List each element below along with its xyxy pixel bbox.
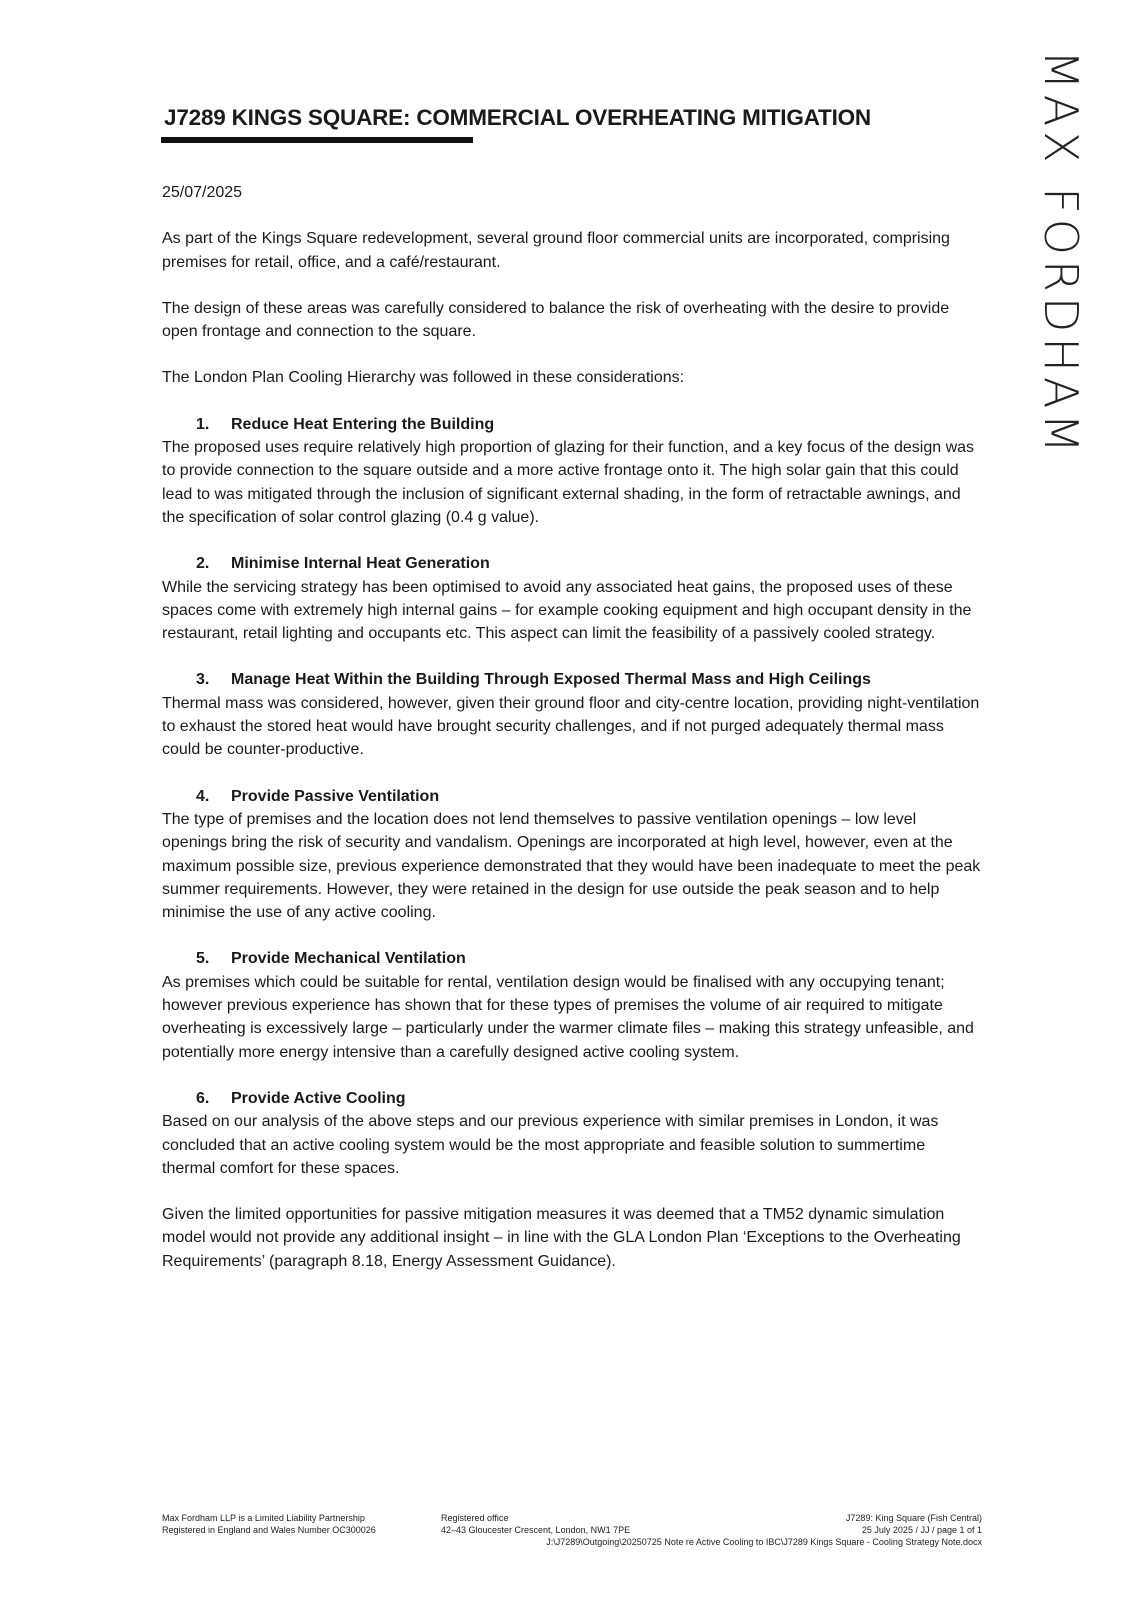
footer-line: 42–43 Gloucester Crescent, London, NW1 7PE [441, 1525, 631, 1535]
section-title: Provide Active Cooling [231, 1089, 406, 1107]
section-minimise-internal-heat [162, 552, 982, 645]
footer-company-info [162, 1512, 376, 1536]
section-heading [162, 413, 982, 436]
section-heading [162, 947, 982, 970]
intro-paragraph: The London Plan Cooling Hierarchy was followed in these considerations: [162, 369, 685, 387]
closing-paragraph: Given the limited opportunities for passive mitigation measures it was deemed that a TM52 dynamic simulation model would not provide any additional insight – in line with the GLA London Plan ‘Exceptions to the Overheating Requirements’ (paragraph 8.18, Energy Assessment Guidance). [162, 1206, 961, 1270]
section-title: Provide Mechanical Ventilation [231, 950, 466, 968]
section-title: Provide Passive Ventilation [231, 787, 440, 805]
intro-paragraph: The design of these areas was carefully considered to balance the risk of overheating with the desire to provide open frontage and connection to the square. [162, 299, 950, 341]
section-number: 5. [196, 950, 210, 968]
section-heading [162, 1087, 982, 1110]
footer-line: 25 July 2025 / JJ / page 1 of 1 [861, 1525, 982, 1535]
section-number: 4. [196, 787, 210, 805]
document-title: J7289 KINGS SQUARE: COMMERCIAL OVERHEATING MITIGATION [164, 105, 871, 130]
intro-paragraph: As part of the Kings Square redevelopment, several ground floor commercial units are incorporated, comprising premises for retail, office, and a café/restaurant. [162, 230, 950, 271]
document-body [162, 181, 982, 1296]
footer-line: Registered office [441, 1513, 509, 1523]
footer-line: Registered in England and Wales Number OC300026 [162, 1525, 376, 1535]
section-number: 3. [196, 671, 210, 689]
section-text: As premises which could be suitable for rental, ventilation design would be finalised with any occupying tenant; however previous experience has shown that for these types of premises the volume of air required to mitigate overheating is excessively large – particularly under the warmer climate files – making this strategy unfeasible, and potentially more energy intensive than a carefully designed active cooling system. [162, 973, 974, 1061]
section-heading [162, 552, 982, 575]
section-mechanical-ventilation [162, 947, 982, 1063]
logo-text: MAX FORDHAM [1034, 50, 1088, 459]
title-underline [161, 137, 473, 143]
section-text: While the servicing strategy has been optimised to avoid any associated heat gains, the proposed uses of these spaces come with extremely high internal gains – for example cooking equipment and high occupant density in the restaurant, retail lighting and occupants etc. This aspect can limit the feasibility of a passively cooled strategy. [162, 578, 972, 643]
max-fordham-logo [1032, 50, 1090, 520]
footer-line: Max Fordham LLP is a Limited Liability Partnership [162, 1513, 365, 1523]
section-title: Reduce Heat Entering the Building [231, 415, 495, 433]
footer-file-path: J:\J7289\Outgoing\20250725 Note re Active Cooling to IBC\J7289 Kings Square - Cooling Strategy Note.docx [546, 1537, 982, 1547]
section-number: 1. [196, 415, 210, 433]
section-heading [162, 668, 982, 691]
section-number: 6. [196, 1089, 210, 1107]
footer-document-reference [546, 1512, 982, 1548]
section-reduce-heat [162, 413, 982, 529]
section-number: 2. [196, 555, 210, 573]
section-active-cooling [162, 1087, 982, 1180]
document-date: 25/07/2025 [162, 184, 243, 201]
section-text: The proposed uses require relatively high proportion of glazing for their function, and a key focus of the design was to provide connection to the square outside and a more active frontage onto it. The high solar gain that this could lead to was mitigated through the inclusion of significant external shading, in the form of retractable awnings, and the specification of solar control glazing (0.4 g value). [162, 439, 975, 526]
section-text: Thermal mass was considered, however, given their ground floor and city-centre location, providing night-ventilation to exhaust the stored heat would have brought security challenges, and if not purged adequately thermal mass could be counter-productive. [162, 694, 980, 759]
footer-line: J7289: King Square (Fish Central) [845, 1513, 982, 1523]
section-thermal-mass [162, 668, 982, 761]
section-title: Minimise Internal Heat Generation [231, 555, 490, 573]
section-text: The type of premises and the location does not lend themselves to passive ventilation openings – low level openings bring the risk of security and vandalism. Openings are incorporated at high level, however, even at the maximum possible size, previous experience demonstrated that they would have been inadequate to meet the peak summer requirements. However, they were retained in the design for use outside the peak season and to help minimise the use of any active cooling. [162, 810, 981, 922]
section-text: Based on our analysis of the above steps and our previous experience with similar premises in London, it was concluded that an active cooling system would be the most appropriate and feasible solution to summertime thermal comfort for these spaces. [162, 1113, 939, 1177]
section-passive-ventilation [162, 785, 982, 925]
section-title: Manage Heat Within the Building Through Exposed Thermal Mass and High Ceilings [231, 671, 871, 689]
section-heading [162, 785, 982, 808]
